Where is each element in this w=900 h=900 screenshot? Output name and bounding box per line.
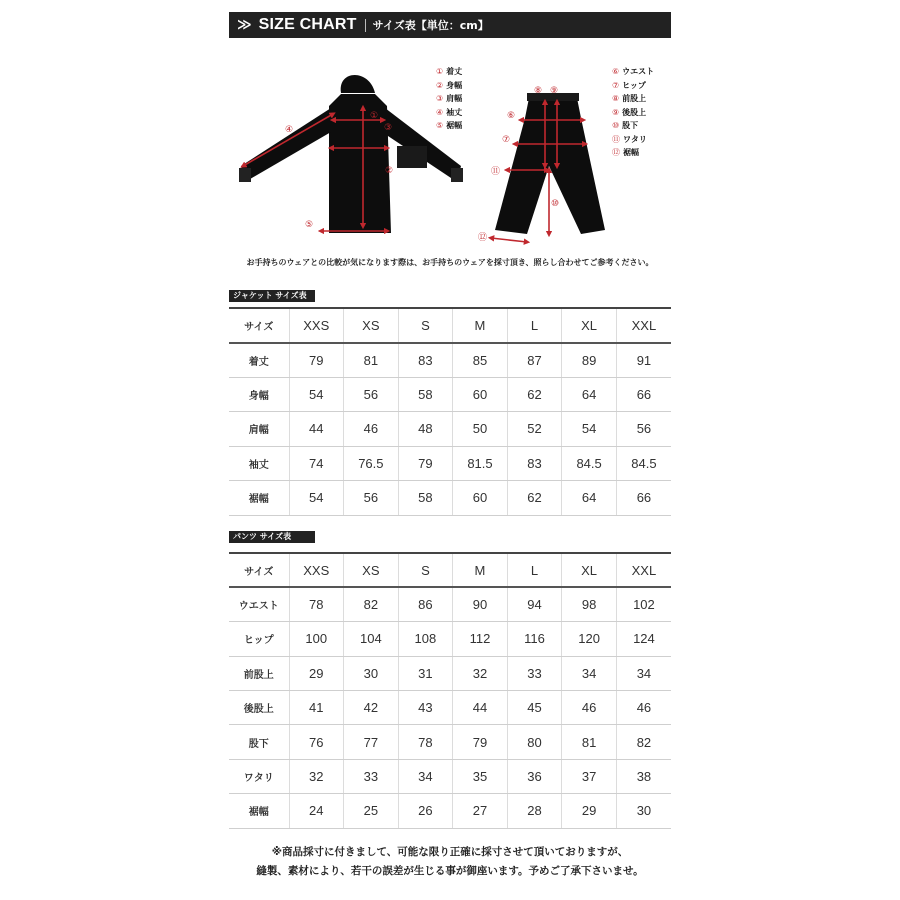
table-cell: 33 <box>507 656 562 690</box>
table-cell: 44 <box>453 691 508 725</box>
table-cell: 30 <box>344 656 399 690</box>
legend-item: ④ 袖丈 <box>436 107 463 117</box>
table-cell: 120 <box>562 622 617 656</box>
table-cell: 108 <box>398 622 453 656</box>
header-size-cell: M <box>453 553 508 587</box>
table-cell: 42 <box>344 691 399 725</box>
table-cell: 124 <box>616 622 671 656</box>
table-cell: 64 <box>562 377 617 412</box>
pants-size-table <box>229 552 671 829</box>
header-size-cell: S <box>398 308 453 343</box>
legend-item: ② 身幅 <box>436 80 463 90</box>
measurement-disclaimer <box>229 843 671 881</box>
jacket-silhouette-icon <box>239 75 463 233</box>
row-label: 袖丈 <box>229 446 289 481</box>
table-cell: 32 <box>289 759 344 793</box>
legend-item: ① 着丈 <box>436 67 463 76</box>
table-cell: 44 <box>289 412 344 447</box>
table-cell: 83 <box>507 446 562 481</box>
table-cell: 66 <box>616 481 671 516</box>
table-cell: 86 <box>398 587 453 621</box>
table-cell: 29 <box>562 794 617 828</box>
header-size-label: サイズ <box>229 553 289 587</box>
table-cell: 43 <box>398 691 453 725</box>
table-cell: 60 <box>453 377 508 412</box>
header-size-cell: XXL <box>616 553 671 587</box>
header-size-cell: XS <box>344 553 399 587</box>
table-cell: 78 <box>289 587 344 621</box>
table-cell: 85 <box>453 343 508 378</box>
marker-12: ⑫ <box>478 233 488 243</box>
table-cell: 79 <box>289 343 344 378</box>
table-cell: 89 <box>562 343 617 378</box>
table-cell: 94 <box>507 587 562 621</box>
table-header-row <box>229 553 671 587</box>
table-cell: 81 <box>562 725 617 759</box>
comparison-note: お手持ちのウェアとの比較が気になります際は、お手持ちのウェアを採寸頂き、照らし合わせてご参考ください。 <box>246 258 654 267</box>
row-label: ヒップ <box>229 622 289 656</box>
table-cell: 38 <box>616 759 671 793</box>
table-cell: 50 <box>453 412 508 447</box>
legend-item: ③ 肩幅 <box>436 94 463 103</box>
table-row <box>229 622 671 656</box>
legend-item: ⑨ 後股上 <box>612 107 647 117</box>
header-subtitle: サイズ表【単位：cm】 <box>372 19 489 32</box>
table-cell: 84.5 <box>616 446 671 481</box>
row-label: 後股上 <box>229 691 289 725</box>
legend-item: ⑥ ウエスト <box>612 67 655 76</box>
table-cell: 79 <box>453 725 508 759</box>
marker-1: ① <box>370 111 379 121</box>
header-divider <box>365 19 366 32</box>
table-cell: 80 <box>507 725 562 759</box>
table-cell: 112 <box>453 622 508 656</box>
pants-section-label: パンツ サイズ表 <box>229 531 315 543</box>
table-row <box>229 446 671 481</box>
marker-2: ② <box>385 166 394 176</box>
table-cell: 77 <box>344 725 399 759</box>
table-header-row <box>229 308 671 343</box>
header-size-cell: XL <box>562 553 617 587</box>
table-cell: 34 <box>562 656 617 690</box>
table-cell: 25 <box>344 794 399 828</box>
row-label: ワタリ <box>229 759 289 793</box>
row-label: 裾幅 <box>229 481 289 516</box>
marker-11: ⑪ <box>491 167 501 177</box>
header-size-cell: XXS <box>289 308 344 343</box>
table-cell: 30 <box>616 794 671 828</box>
legend-item: ⑧ 前股上 <box>612 94 647 103</box>
header-size-cell: XXS <box>289 553 344 587</box>
table-row <box>229 412 671 447</box>
table-cell: 31 <box>398 656 453 690</box>
table-row <box>229 656 671 690</box>
table-cell: 28 <box>507 794 562 828</box>
table-cell: 79 <box>398 446 453 481</box>
table-cell: 46 <box>344 412 399 447</box>
table-cell: 41 <box>289 691 344 725</box>
header-size-cell: L <box>507 553 562 587</box>
row-label: 身幅 <box>229 377 289 412</box>
table-cell: 46 <box>562 691 617 725</box>
legend-item: ⑩ 股下 <box>612 121 639 130</box>
table-cell: 58 <box>398 377 453 412</box>
table-cell: 26 <box>398 794 453 828</box>
size-chart-header <box>229 12 671 38</box>
table-cell: 46 <box>616 691 671 725</box>
table-cell: 83 <box>398 343 453 378</box>
table-cell: 36 <box>507 759 562 793</box>
legend-item: ⑦ ヒップ <box>612 80 646 90</box>
header-size-label: サイズ <box>229 308 289 343</box>
table-cell: 29 <box>289 656 344 690</box>
table-row <box>229 343 671 378</box>
table-cell: 54 <box>562 412 617 447</box>
table-cell: 87 <box>507 343 562 378</box>
table-cell: 56 <box>344 481 399 516</box>
legend-item: ⑫ 裾幅 <box>612 148 639 157</box>
table-cell: 91 <box>616 343 671 378</box>
table-cell: 98 <box>562 587 617 621</box>
table-cell: 37 <box>562 759 617 793</box>
table-cell: 45 <box>507 691 562 725</box>
header-title: SIZE CHART <box>258 16 357 33</box>
table-cell: 54 <box>289 481 344 516</box>
table-cell: 60 <box>453 481 508 516</box>
disclaimer-line-1: ※商品採寸に付きまして、可能な限り正確に採寸させて頂いておりますが、 <box>271 846 629 858</box>
table-cell: 27 <box>453 794 508 828</box>
table-cell: 116 <box>507 622 562 656</box>
table-row <box>229 587 671 621</box>
table-cell: 81.5 <box>453 446 508 481</box>
disclaimer-line-2: 縫製、素材により、若干の誤差が生じる事が御座います。予めご了承下さいませ。 <box>256 865 644 877</box>
header-size-cell: M <box>453 308 508 343</box>
jacket-section-label: ジャケット サイズ表 <box>229 290 315 302</box>
table-cell: 56 <box>344 377 399 412</box>
header-size-cell: XL <box>562 308 617 343</box>
row-label: 股下 <box>229 725 289 759</box>
marker-8: ⑧ <box>534 86 543 96</box>
marker-6: ⑥ <box>507 111 516 121</box>
row-label: ウエスト <box>229 587 289 621</box>
header-size-cell: S <box>398 553 453 587</box>
table-cell: 62 <box>507 481 562 516</box>
table-cell: 84.5 <box>562 446 617 481</box>
table-cell: 78 <box>398 725 453 759</box>
table-cell: 52 <box>507 412 562 447</box>
legend-item: ⑤ 裾幅 <box>436 121 463 130</box>
table-row <box>229 377 671 412</box>
double-chevron-right-icon: ≫ <box>237 17 252 33</box>
table-cell: 104 <box>344 622 399 656</box>
jacket-size-table <box>229 307 671 516</box>
marker-4: ④ <box>285 125 294 135</box>
header-size-cell: XXL <box>616 308 671 343</box>
legend-item: ⑪ ワタリ <box>612 134 647 144</box>
row-label: 裾幅 <box>229 794 289 828</box>
table-cell: 76.5 <box>344 446 399 481</box>
table-cell: 82 <box>344 587 399 621</box>
marker-9: ⑨ <box>550 86 559 96</box>
table-row <box>229 725 671 759</box>
table-row <box>229 794 671 828</box>
marker-10: ⑩ <box>551 199 560 209</box>
pants-legend <box>612 65 654 160</box>
table-cell: 82 <box>616 725 671 759</box>
table-cell: 90 <box>453 587 508 621</box>
table-cell: 81 <box>344 343 399 378</box>
row-label: 着丈 <box>229 343 289 378</box>
table-cell: 76 <box>289 725 344 759</box>
table-row <box>229 691 671 725</box>
table-cell: 48 <box>398 412 453 447</box>
row-label: 前股上 <box>229 656 289 690</box>
header-size-cell: L <box>507 308 562 343</box>
row-label: 肩幅 <box>229 412 289 447</box>
table-cell: 62 <box>507 377 562 412</box>
marker-7: ⑦ <box>502 135 511 145</box>
table-cell: 56 <box>616 412 671 447</box>
table-cell: 32 <box>453 656 508 690</box>
table-cell: 35 <box>453 759 508 793</box>
table-cell: 74 <box>289 446 344 481</box>
table-cell: 102 <box>616 587 671 621</box>
header-size-cell: XS <box>344 308 399 343</box>
jacket-legend <box>436 65 462 133</box>
table-cell: 66 <box>616 377 671 412</box>
table-cell: 33 <box>344 759 399 793</box>
table-cell: 58 <box>398 481 453 516</box>
table-cell: 64 <box>562 481 617 516</box>
table-cell: 34 <box>616 656 671 690</box>
table-cell: 24 <box>289 794 344 828</box>
marker-3: ③ <box>384 123 393 133</box>
table-cell: 100 <box>289 622 344 656</box>
table-row <box>229 759 671 793</box>
table-cell: 34 <box>398 759 453 793</box>
table-cell: 54 <box>289 377 344 412</box>
marker-5: ⑤ <box>305 220 314 230</box>
table-row <box>229 481 671 516</box>
